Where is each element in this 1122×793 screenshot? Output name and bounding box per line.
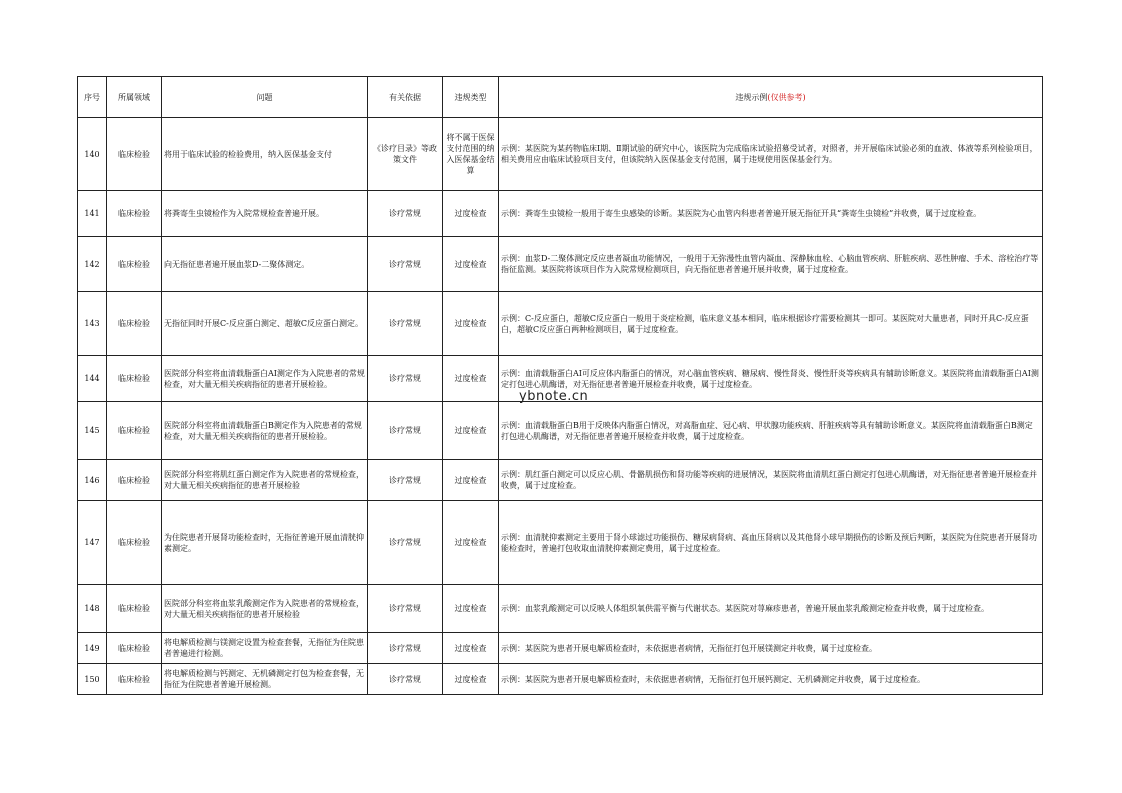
- row-type: 过度检查: [443, 460, 499, 501]
- row-issue: 将电解质检测与镁测定设置为检查套餐，无指征为住院患者普遍进行检测。: [162, 633, 368, 664]
- row-issue: 将电解质检测与钙测定、无机磷测定打包为检查套餐，无指征为住院患者普遍开展检测。: [162, 664, 368, 695]
- row-basis: 诊疗常规: [368, 191, 443, 237]
- row-example: 示例：肌红蛋白测定可以反应心肌、骨骼肌损伤和肾功能等疾病的进展情况，某医院将血清肌红蛋白测定打包进心肌酶谱，对无指征患者普遍开展检查并收费，属于过度检查。: [499, 460, 1043, 501]
- header-example: [499, 77, 1043, 118]
- row-example: 示例：血清载脂蛋白B用于反映体内脂蛋白情况，对高脂血症、冠心病、甲状腺功能疾病、肝脏疾病等具有辅助诊断意义。某医院将血清载脂蛋白B测定打包进心肌酶谱，对无指征患者普遍开展检查并收费，属于过度检查。: [499, 402, 1043, 460]
- row-number: 140: [78, 118, 107, 191]
- table-row: [78, 191, 1043, 237]
- row-number: 142: [78, 237, 107, 292]
- row-area: 临床检验: [107, 237, 162, 292]
- row-issue: 医院部分科室将血清载脂蛋白B测定作为入院患者的常规检查，对大量无相关疾病指征的患者开展检验。: [162, 402, 368, 460]
- table-row: [78, 237, 1043, 292]
- header-example-label: 违规示例: [735, 92, 768, 102]
- row-type: 过度检查: [443, 664, 499, 695]
- table-row: [78, 501, 1043, 585]
- row-issue: 将粪寄生虫镜检作为入院常规检查普遍开展。: [162, 191, 368, 237]
- row-example: 示例：粪寄生虫镜检一般用于寄生虫感染的诊断。某医院为心血管内科患者普遍开展无指征开具“粪寄生虫镜检”并收费，属于过度检查。: [499, 191, 1043, 237]
- row-basis: 诊疗常规: [368, 356, 443, 402]
- row-type: 将不属于医保支付范围的纳入医保基金结算: [443, 118, 499, 191]
- row-number: 144: [78, 356, 107, 402]
- row-example: 示例：血浆乳酸测定可以反映人体组织氧供需平衡与代谢状态。某医院对荨麻疹患者，普遍开展血浆乳酸测定检查并收费，属于过度检查。: [499, 585, 1043, 633]
- watermark-text: ybnote.cn: [519, 389, 589, 404]
- row-area: 临床检验: [107, 664, 162, 695]
- row-number: 145: [78, 402, 107, 460]
- row-issue: 医院部分科室将血浆乳酸测定作为入院患者的常规检查，对大量无相关疾病指征的患者开展检验: [162, 585, 368, 633]
- row-area: 临床检验: [107, 633, 162, 664]
- row-type: 过度检查: [443, 292, 499, 356]
- row-number: 148: [78, 585, 107, 633]
- row-type: 过度检查: [443, 356, 499, 402]
- table-row: [78, 633, 1043, 664]
- row-issue: 无指征同时开展C-反应蛋白测定、超敏C反应蛋白测定。: [162, 292, 368, 356]
- row-type: 过度检查: [443, 633, 499, 664]
- row-type: 过度检查: [443, 585, 499, 633]
- row-basis: 诊疗常规: [368, 237, 443, 292]
- row-example: 示例：血清胱抑素测定主要用于肾小球滤过功能损伤、糖尿病肾病、高血压肾病以及其他肾小球早期损伤的诊断及预后判断，某医院为住院患者开展肾功能检查时，普遍打包收取血清胱抑素测定费用，属于过度检查。: [499, 501, 1043, 585]
- row-number: 141: [78, 191, 107, 237]
- row-number: 147: [78, 501, 107, 585]
- row-basis: 诊疗常规: [368, 460, 443, 501]
- row-area: 临床检验: [107, 460, 162, 501]
- header-basis: 有关依据: [368, 77, 443, 118]
- row-number: 150: [78, 664, 107, 695]
- row-basis: 《诊疗目录》等政策文件: [368, 118, 443, 191]
- regulation-table: [77, 76, 1043, 695]
- row-area: 临床检验: [107, 402, 162, 460]
- row-type: 过度检查: [443, 237, 499, 292]
- row-area: 临床检验: [107, 356, 162, 402]
- row-type: 过度检查: [443, 191, 499, 237]
- header-area: 所属领域: [107, 77, 162, 118]
- row-basis: 诊疗常规: [368, 292, 443, 356]
- row-number: 149: [78, 633, 107, 664]
- header-num: 序号: [78, 77, 107, 118]
- row-issue: 为住院患者开展肾功能检查时，无指征普遍开展血清胱抑素测定。: [162, 501, 368, 585]
- row-example: 示例：某医院为患者开展电解质检查时，未依据患者病情，无指征打包开展镁测定并收费，属于过度检查。: [499, 633, 1043, 664]
- row-basis: 诊疗常规: [368, 585, 443, 633]
- row-basis: 诊疗常规: [368, 501, 443, 585]
- row-type: 过度检查: [443, 501, 499, 585]
- header-row: [78, 77, 1043, 118]
- row-basis: 诊疗常规: [368, 664, 443, 695]
- table-row: [78, 664, 1043, 695]
- row-area: 临床检验: [107, 501, 162, 585]
- row-area: 临床检验: [107, 585, 162, 633]
- row-issue: 将用于临床试验的检验费用，纳入医保基金支付: [162, 118, 368, 191]
- row-number: 146: [78, 460, 107, 501]
- header-example-note: (仅供参考): [767, 92, 806, 102]
- row-area: 临床检验: [107, 118, 162, 191]
- table-row: [78, 118, 1043, 191]
- row-number: 143: [78, 292, 107, 356]
- table-row: [78, 292, 1043, 356]
- row-example: 示例：C-反应蛋白，超敏C反应蛋白一般用于炎症检测，临床意义基本相同，临床根据诊疗需要检测其一即可。某医院对大量患者，同时开具C-反应蛋白，超敏C反应蛋白两种检测项目，属于过度检查。: [499, 292, 1043, 356]
- row-basis: 诊疗常规: [368, 633, 443, 664]
- row-example: 示例：血浆D-二聚体测定反应患者凝血功能情况，一般用于无弥漫性血管内凝血、深静脉血栓、心脑血管疾病、肝脏疾病、恶性肿瘤、手术、溶栓治疗等指征监测。某医院将该项目作为入院常规检测项目，向无指征患者普遍开展并收费，属于过度检查。: [499, 237, 1043, 292]
- table-row: [78, 402, 1043, 460]
- row-issue: 医院部分科室将血清载脂蛋白AI测定作为入院患者的常规检查，对大量无相关疾病指征的患者开展检验。: [162, 356, 368, 402]
- row-example: 示例：某医院为某药物临床Ⅰ期、Ⅱ期试验的研究中心，该医院为完成临床试验招募受试者，对照者，并开展临床试验必须的血液、体液等系列检验项目，相关费用应由临床试验项目支付，但该院纳入医保基金支付范围，属于违规使用医保基金行为。: [499, 118, 1043, 191]
- row-example: 示例：血清载脂蛋白AI可反应体内脂蛋白的情况，对心脑血管疾病、糖尿病、慢性肾炎、慢性肝炎等疾病具有辅助诊断意义。某医院将血清载脂蛋白AI测定打包进心肌酶谱，对无指征患者普遍开展检查并收费，属于过度检查。: [499, 356, 1043, 402]
- table-row: [78, 460, 1043, 501]
- header-type: 违规类型: [443, 77, 499, 118]
- header-issue: 问题: [162, 77, 368, 118]
- row-issue: 医院部分科室将肌红蛋白测定作为入院患者的常规检查，对大量无相关疾病指征的患者开展检验: [162, 460, 368, 501]
- row-issue: 向无指征患者遍开展血浆D-二聚体测定。: [162, 237, 368, 292]
- table-row: [78, 585, 1043, 633]
- row-area: 临床检验: [107, 191, 162, 237]
- row-type: 过度检查: [443, 402, 499, 460]
- row-area: 临床检验: [107, 292, 162, 356]
- row-example: 示例：某医院为患者开展电解质检查时，未依据患者病情，无指征打包开展钙测定、无机磷测定并收费，属于过度检查。: [499, 664, 1043, 695]
- row-basis: 诊疗常规: [368, 402, 443, 460]
